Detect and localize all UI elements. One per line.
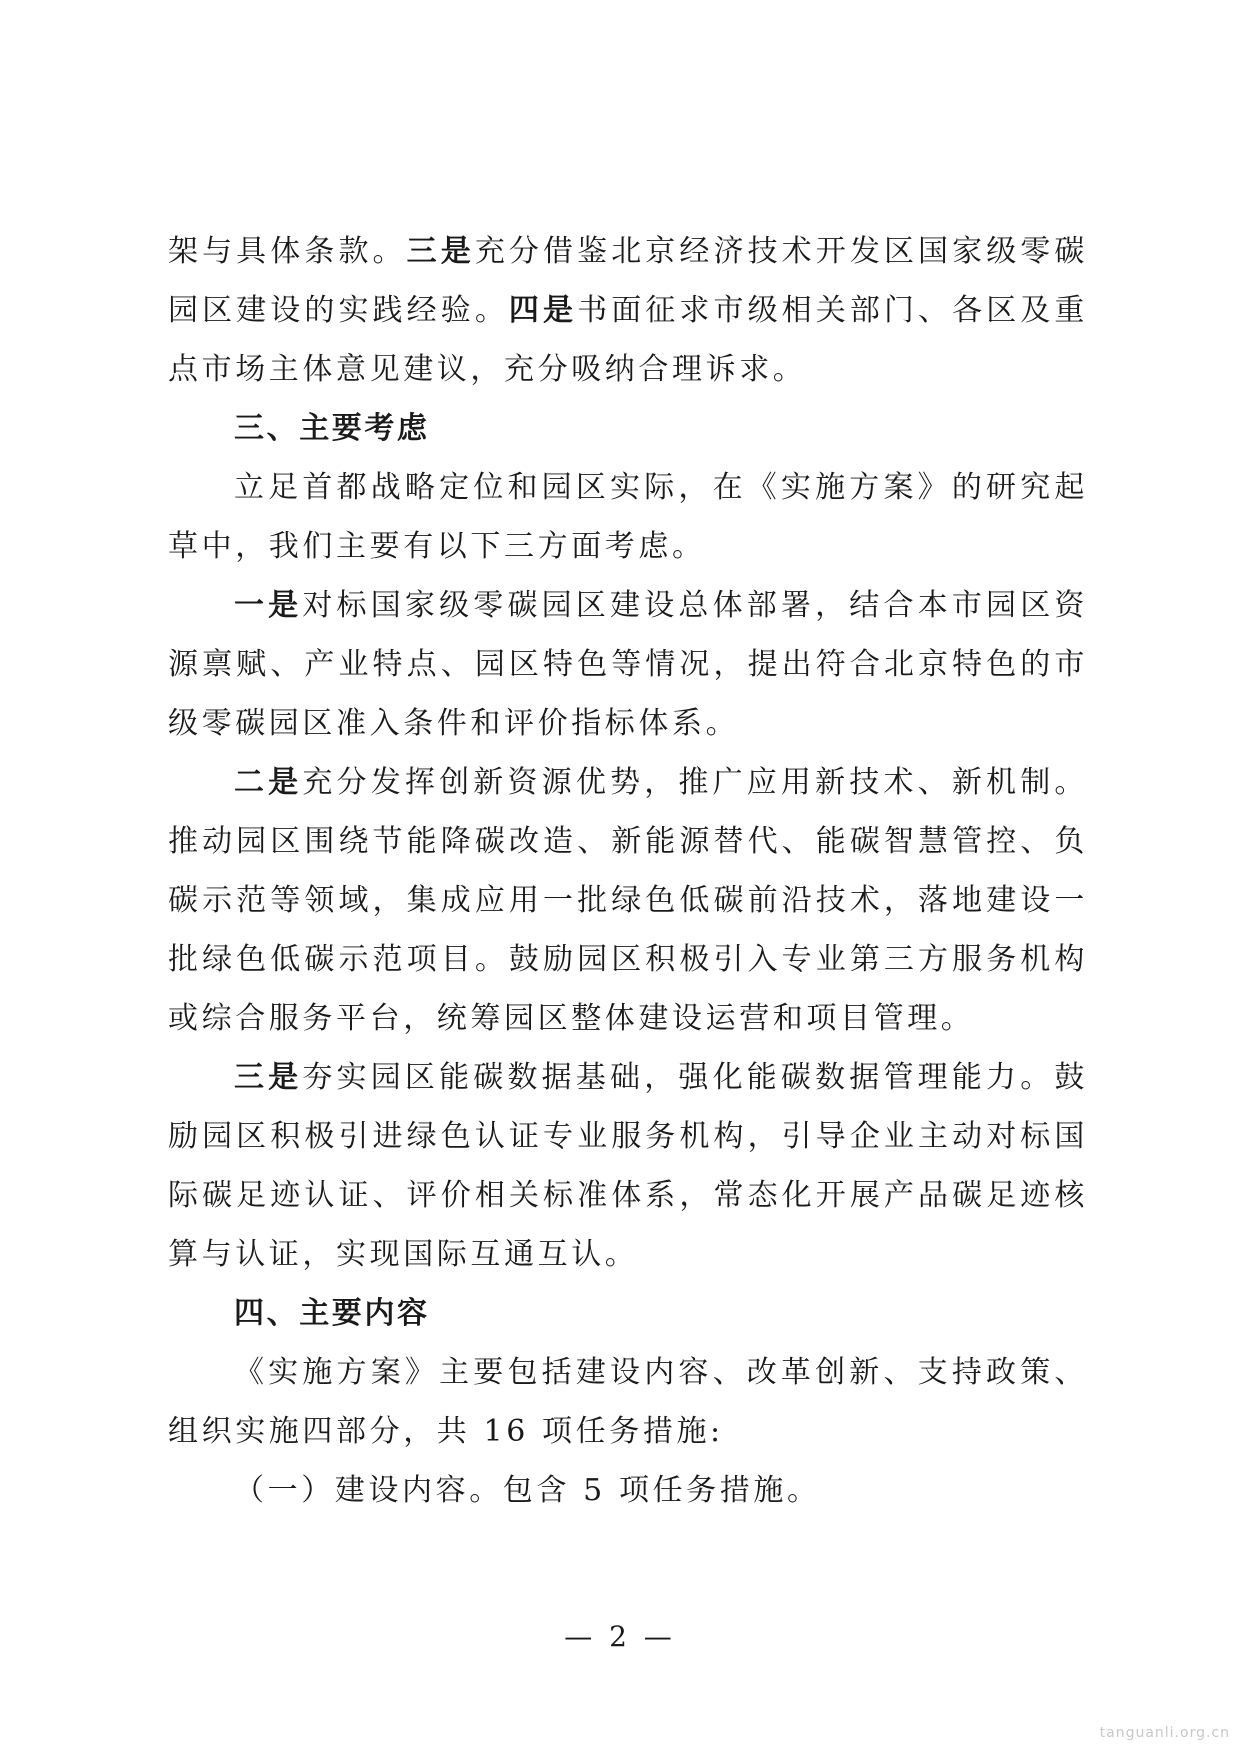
paragraph-text: 充分借鉴北京经济技术开发区国家级零碳园区建设的实践经验。 (168, 234, 1089, 328)
keyword-bold: 三是 (406, 234, 475, 269)
watermark: tanguanli.org.cn (1099, 1725, 1230, 1741)
paragraph-summary: 《实施方案》主要包括建设内容、改革创新、支持政策、组织实施四部分，共 16 项任务措施: (168, 1355, 1088, 1449)
paragraph-text: 架与具体条款。 (168, 234, 407, 269)
keyword-bold: 二是 (234, 765, 303, 800)
paragraph-point-two (168, 753, 1088, 1048)
keyword-bold: 一是 (234, 588, 303, 623)
keyword-bold: 四是 (508, 293, 578, 328)
section-heading-main-content: 四、主要内容 (234, 1296, 430, 1331)
paragraph-text: 书面征求市级相关部门、各区及重点市场主体意见建议，充分吸纳合理诉求。 (168, 293, 1088, 387)
keyword-bold: 三是 (234, 1060, 303, 1095)
paragraph-text: 夯实园区能碳数据基础，强化能碳数据管理能力。鼓励园区积极引进绿色认证专业服务机构，引导企业主动对标国际碳足迹认证、评价相关标准体系，常态化开展产品碳足迹核算与认证，实现国际互通互认。 (168, 1060, 1088, 1272)
document-body (168, 222, 1088, 1520)
paragraph-text: 充分发挥创新资源优势，推广应用新技术、新机制。推动园区围绕节能降碳改造、新能源替代、能碳智慧管控、负碳示范等领域，集成应用一批绿色低碳前沿技术，落地建设一批绿色低碳示范项目。鼓励园区积极引入专业第三方服务机构或综合服务平台，统筹园区整体建设运营和项目管理。 (168, 765, 1088, 1036)
page-number: — 2 — (564, 1620, 676, 1653)
paragraph-point-one (168, 576, 1088, 753)
section-heading-considerations: 三、主要考虑 (234, 411, 430, 446)
paragraph-text: 对标国家级零碳园区建设总体部署，结合本市园区资源禀赋、产业特点、园区特色等情况，提出符合北京特色的市级零碳园区准入条件和评价指标体系。 (168, 588, 1088, 741)
paragraph-point-three (168, 1048, 1088, 1284)
paragraph-intro: 立足首都战略定位和园区实际，在《实施方案》的研究起草中，我们主要有以下三方面考虑。 (168, 470, 1088, 564)
paragraph-subsection-one: （一）建设内容。包含 5 项任务措施。 (234, 1473, 821, 1508)
paragraph-continuation (168, 222, 1088, 399)
